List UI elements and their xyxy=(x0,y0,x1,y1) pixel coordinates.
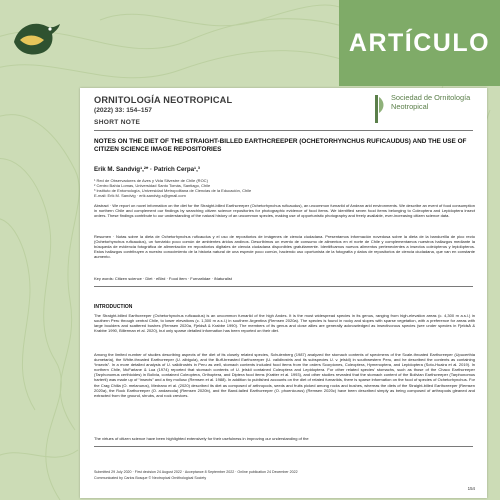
affiliation-3: ³ Instituto de Entomología, Universidad Metropolitana de Ciencias de la Educación, Chile xyxy=(94,188,252,193)
corresponding-email: E-mail: Erik M. Sandvig · erik.sandvig.s@gmail.com xyxy=(94,193,186,198)
keywords-divider xyxy=(94,286,473,287)
header-divider xyxy=(94,130,473,131)
paper-first-page xyxy=(80,88,487,498)
society-logo-icon xyxy=(373,95,387,123)
affiliation-1: ¹ Red de Observadores de Aves y Vida Silvestre de Chile (ROC) xyxy=(94,178,208,183)
communicated-by: Communicated by Carlos Bosque © Neotropical Ornithological Society xyxy=(94,476,207,480)
journal-reference: (2022) 33: 154–157 xyxy=(94,107,152,114)
article-authors: Erik M. Sandvig¹,²* · Patrich Cerpa¹,³ xyxy=(94,166,200,173)
article-type-badge: ARTÍCULO xyxy=(339,0,500,86)
introduction-paragraph-2: Among the limited number of studies describing aspects of the diet of its closely related species, Schulenberg (1987) analyzed the stomach contents of specimens of the Scale-throated Earthcreeper (Upucerthia dumetaria), the White-throated Earthcreeper (U. albigula), and the Buff-breasted Earthcreeper (U. validirostris and its subspecies U. v. jelskii) in southwestern Peru, and he described the contents as containing “insects”. In a more detailed analysis of U. validirostris in Peru as well, stomach contents included food items from the orders Scorpiones, Coleoptera, Hymenoptera, and Lepidoptera (Soto-Huaira et al. 2019). In northern Chile, McFarlane & Lua (1974) reported that stomach contents of U. jelskii contained Coleoptera and Lepidoptera. For other related species' stomachs, such as those of the Chaco Earthcreeper (Tarphonomus certhioides) in Bolivia, contained Coleoptera, Orthoptera, and Diptera food items (Kratter et al. 1993), and other studies revealed that the stomach content of the Bolivian Earthcreeper (Tarphonomus harterti) was made up of “insects” and a tiny mollusc (Remsen et al. 1988). In addition to published accounts on the diet of related furnariids, there is sparse information on the food of species of Ochetorhynchus. For the Crag Chilia (O. melanurus), Medrano et al. (2020) described its diet as composed of arthropods, seeds and fruits picked among rocks and bushes, whereas the diets of the Straight-billed Earthcreeper (Remsen 2020a), the Rock Earthcreeper (O. andaecola) (Remsen 2020b), and the Band-tailed Earthcreeper (O. phoenicurus) (Remsen 2020c) have been described simply as being composed of arthropods gleaned and extracted from the ground, shrubs, and rock crevices. xyxy=(94,352,475,398)
resumen-text: Resumen · Notas sobre la dieta de Ochetorhynchus ruficaudus y el uso de repositorios de imágenes de ciencia ciudadana. Presentamos información novedosa sobre la dieta de la bandurrilla de pico recto (Ochetorhynchus ruficaudus), un furnárido poco común de ambientes áridos andinos. Describimos un evento de consumo de alimentos en el norte de Chile y complementamos nuestros hallazgos mediante la búsqueda de evidencia fotográfica de alimentación en repositorios digitales de ciencia ciudadana disponibles gratuitamente. Identificamos nuevos alimentos pertenecientes a insectos coleópteros y lepidópteros. Estos hallazgos contribuyen a nuestro conocimiento de la historia natural de una especie poco común, haciendo uso oportunista de la fotografía y datos de repositorios de ciencia ciudadana, que van en constante aumento. xyxy=(94,234,475,260)
society-name: Sociedad de Ornitología Neotropical xyxy=(391,93,471,111)
abstract-text: Abstract · We report on novel information on the diet for the Straight-billed Earthcreeper (Ochetorhynchus ruficaudus), an uncommon furnariid of Andean arid environments. We describe an event of food consumption in northern Chile and complement our findings by searching citizen science repositories for photographic evidence of food items. We identified seven food items belonging to Coleoptera and Lepidoptera insect orders. These findings contribute to our understanding of the natural history of an uncommon species, making use of opportunistic photography and freely available, ever-increasing citizen science data. xyxy=(94,203,475,219)
section-label: SHORT NOTE xyxy=(94,119,141,126)
keywords: Key words: Citizen science · Diet · eBird · Food item · Furnariidae · iNaturalist xyxy=(94,276,232,281)
journal-name: ORNITOLOGÍA NEOTROPICAL xyxy=(94,95,233,105)
affiliation-2: ² Centro Bahía Lomas, Universidad Santo Tomás, Santiago, Chile xyxy=(94,183,211,188)
page-number: 154 xyxy=(467,486,475,491)
bird-logo-icon xyxy=(10,12,64,58)
introduction-paragraph-1: The Straight-billed Earthcreeper (Ochetorhynchus ruficaudus) is an uncommon furnariid of the high Andes. It is the most widespread species in its genus, ranging from high-elevation areas (c. 4,300 m a.s.l.) in southern Peru through central Chile, to lower elevations (c. 1,300 m a.s.l.) in southern Argentina (Remsen 2020a). The species is found in rocky and slopes with sparse vegetation, with a preference for areas with large boulders and scattered bushes (Remsen 2020a, Fjeldså & Krabbe 1990). The members of its genus and close allies are generally acknowledged as insectivorous species (see under species in Fjeldså & Krabbe 1990, Billerman et al. 2020), but only sparse detailed information has been reported on their diet. xyxy=(94,313,475,334)
article-title: NOTES ON THE DIET OF THE STRAIGHT-BILLED EARTHCREEPER (OCHETORHYNCHUS RUFICAUDUS) AND THE USE OF CITIZEN SCIENCE IMAGE REPOSITORIES xyxy=(94,138,467,153)
submission-dates: Submitted 29 July 2020 · First decision 24 August 2022 · Acceptance 8 September 2022 · Online publication 24 December 2022 xyxy=(94,470,298,474)
introduction-heading: INTRODUCTION xyxy=(94,304,133,310)
introduction-paragraph-3: The virtues of citizen science have been highlighted extensively for their usefulness in improving our understanding of the xyxy=(94,436,309,441)
footer-divider xyxy=(94,446,473,447)
